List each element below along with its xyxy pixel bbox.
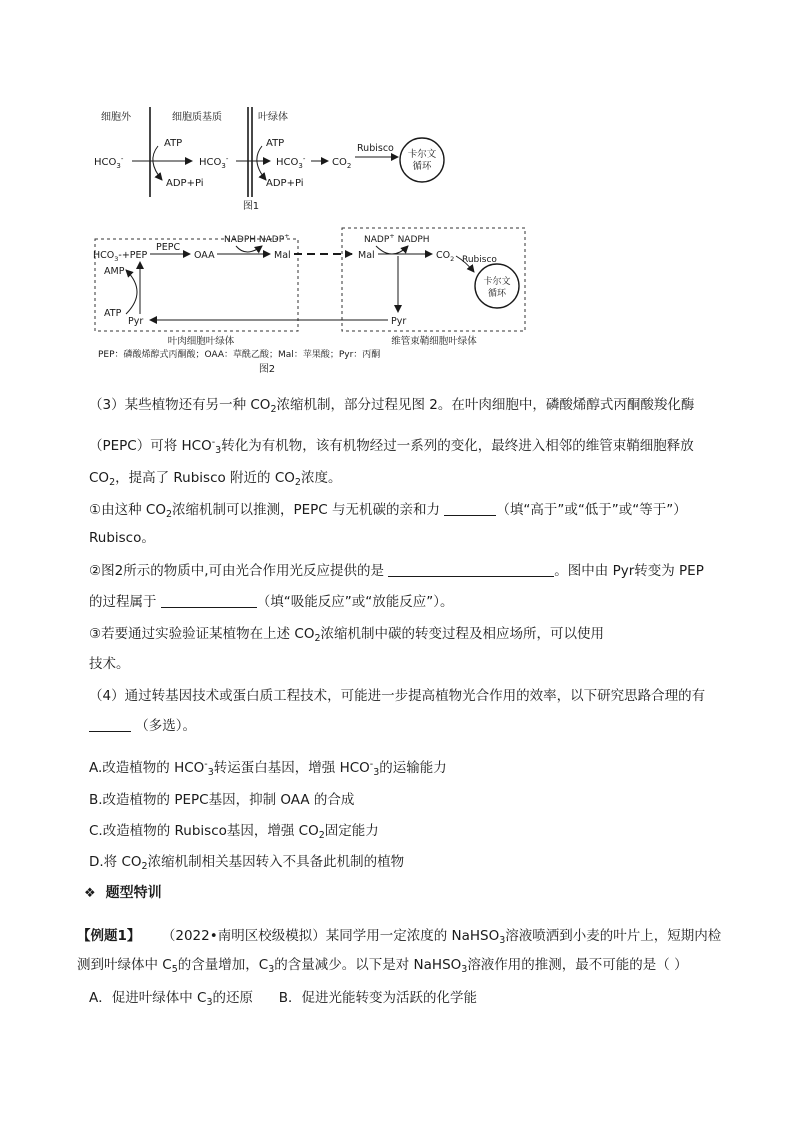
example-option-a[interactable]: A．促进叶绿体中 $C_3$的还原 [89, 990, 253, 1008]
fig1-hco3-outside: $HCO_3^-$ [94, 155, 124, 170]
option-d[interactable]: D.将 $CO_2$浓缩机制相关基因转入不具备此机制的植物 [89, 854, 405, 872]
q3-line-2: （PEPC）可将 $HCO^-_3$转化为有机物，该有机物经过一系列的变化，最终进入相邻的维管束鞘细胞释放 [89, 437, 694, 456]
option-c[interactable]: C.改造植物的 Rubisco基因，增强 $CO_2$固定能力 [89, 823, 379, 841]
fig2-pyr-right: Pyr [391, 316, 407, 327]
fig2-hco3-pep: $HCO_3-+PEP$ [93, 250, 148, 263]
sub2-line-2: 的过程属于 （填“吸能反应”或“放能反应”）。 [89, 594, 454, 610]
sub3-line-1: ③若要通过实验验证某植物在上述 $CO_2$浓缩机制中碳的转变过程及相应场所，可以使用 [89, 626, 604, 644]
sub1-line-1: ①由这种 $CO_2$浓缩机制可以推测，PEPC 与无机碳的亲和力 （填“高于”或“低于”或“等于”） [89, 502, 687, 520]
fig1-adp-1: ADP+Pi [166, 178, 204, 189]
example-option-b[interactable]: B．促进光能转变为活跃的化学能 [278, 990, 478, 1006]
option-b[interactable]: B.改造植物的 PEPC基因，抑制 OAA 的合成 [89, 792, 355, 808]
fig1-atp-1: ATP [164, 138, 183, 149]
fig1-region-chloroplast: 叶绿体 [258, 112, 288, 123]
answer-blank-reaction-type[interactable] [161, 593, 257, 608]
fig2-rubisco: Rubisco [462, 255, 497, 265]
fig2-label-bundle: 维管束鞘细胞叶绿体 [391, 336, 477, 347]
fig2-caption: 图2 [258, 364, 276, 375]
fig2-legend: PEP：磷酸烯醇式丙酮酸；OAA：草酰乙酸；Mal：苹果酸；Pyr：丙酮 [98, 350, 381, 360]
fig1-hco3-cytoplasm: $HCO_3^-$ [199, 155, 229, 170]
section-title: 题型特训 [105, 885, 162, 901]
q3-line-3: $CO_2$，提高了 Rubisco 附近的 $CO_2$浓度。 [89, 470, 342, 488]
fig2-atp-curve [126, 270, 137, 314]
fig1-atp-curve-1 [153, 146, 162, 180]
fig2-nadp-nadph: NADP+ NADPH [364, 232, 430, 245]
fig2-label-mesophyll: 叶肉细胞叶绿体 [167, 336, 235, 347]
q3-line-1: （3）某些植物还有另一种 $CO_2$浓缩机制，部分过程见图 2。在叶肉细胞中，磷酸烯醇式丙酮酸羧化酶 [89, 397, 695, 415]
example-options [89, 988, 729, 1013]
fig2-pyr-left: Pyr [128, 316, 144, 327]
fig2-amp: AMP [104, 266, 125, 277]
example-line-2: 测到叶绿体中 $C_5$的含量增加，$C_3$的含量减少。以下是对 NaHSO$_3$溶液作用的推测，最不可能的是（ ） [77, 957, 688, 975]
diamond-icon: ❖ [84, 886, 96, 901]
fig1-calvin-circle [400, 138, 444, 182]
fig1-hco3-chloroplast: $HCO_3^-$ [276, 155, 306, 170]
sub1-line-2: Rubisco。 [89, 530, 155, 546]
fig1-atp-curve-2 [257, 146, 266, 180]
answer-blank-multi-choice[interactable] [89, 717, 131, 732]
fig1-caption: 图1 [242, 201, 260, 212]
fig1-region-cytoplasm: 细胞质基质 [172, 112, 222, 123]
fig2-nadph-nadp: NADPH NADP+ [224, 232, 290, 245]
q4-line-2: （多选）。 [89, 716, 729, 736]
figures-area [0, 0, 794, 380]
fig1-calvin-label-2: 循环 [412, 161, 432, 172]
fig2-mal-left: Mal [274, 250, 291, 261]
fig1-calvin-label-1: 卡尔文 [407, 149, 437, 160]
fig1-adp-2: ADP+Pi [266, 178, 304, 189]
fig2-calvin-label-2: 循环 [487, 289, 507, 299]
fig2-oaa: OAA [194, 250, 215, 261]
fig1-region-outside: 细胞外 [101, 112, 131, 123]
fig2-calvin-label-1: 卡尔文 [483, 277, 511, 287]
section-heading [84, 882, 162, 902]
figure-2 [93, 228, 525, 375]
fig2-pepc: PEPC [156, 242, 181, 253]
answer-blank-affinity[interactable] [444, 501, 496, 516]
fig2-co2: $CO_2$ [436, 250, 455, 263]
fig2-mal-right: Mal [358, 250, 375, 261]
example-tag: 【例题1】 [77, 928, 141, 944]
sub3-line-2: 技术。 [89, 656, 130, 672]
fig1-rubisco: Rubisco [357, 143, 394, 154]
example-line-1: 【例题1】 （2022•南明区校级模拟）某同学用一定浓度的 NaHSO$_3$溶液喷洒到小麦的叶片上，短期内检 [77, 928, 722, 946]
figure-1 [94, 107, 444, 212]
fig1-co2: $CO_2$ [332, 157, 352, 170]
fig2-atp: ATP [104, 308, 122, 319]
sub2-line-1: ②图2所示的物质中,可由光合作用光反应提供的是 。图中由 Pyr转变为 PEP [89, 563, 704, 579]
fig1-atp-2: ATP [266, 138, 285, 149]
fig2-nadph-curve [236, 246, 262, 252]
option-a[interactable]: A.改造植物的 $HCO^-_3$转运蛋白基因，增强 $HCO^-_3$的运输能力 [89, 759, 447, 778]
fig2-nadp-curve [376, 246, 408, 254]
answer-blank-light-products[interactable] [388, 562, 554, 577]
q4-line-1: （4）通过转基因技术或蛋白质工程技术，可能进一步提高植物光合作用的效率，以下研究思路合理的有 [89, 688, 706, 704]
